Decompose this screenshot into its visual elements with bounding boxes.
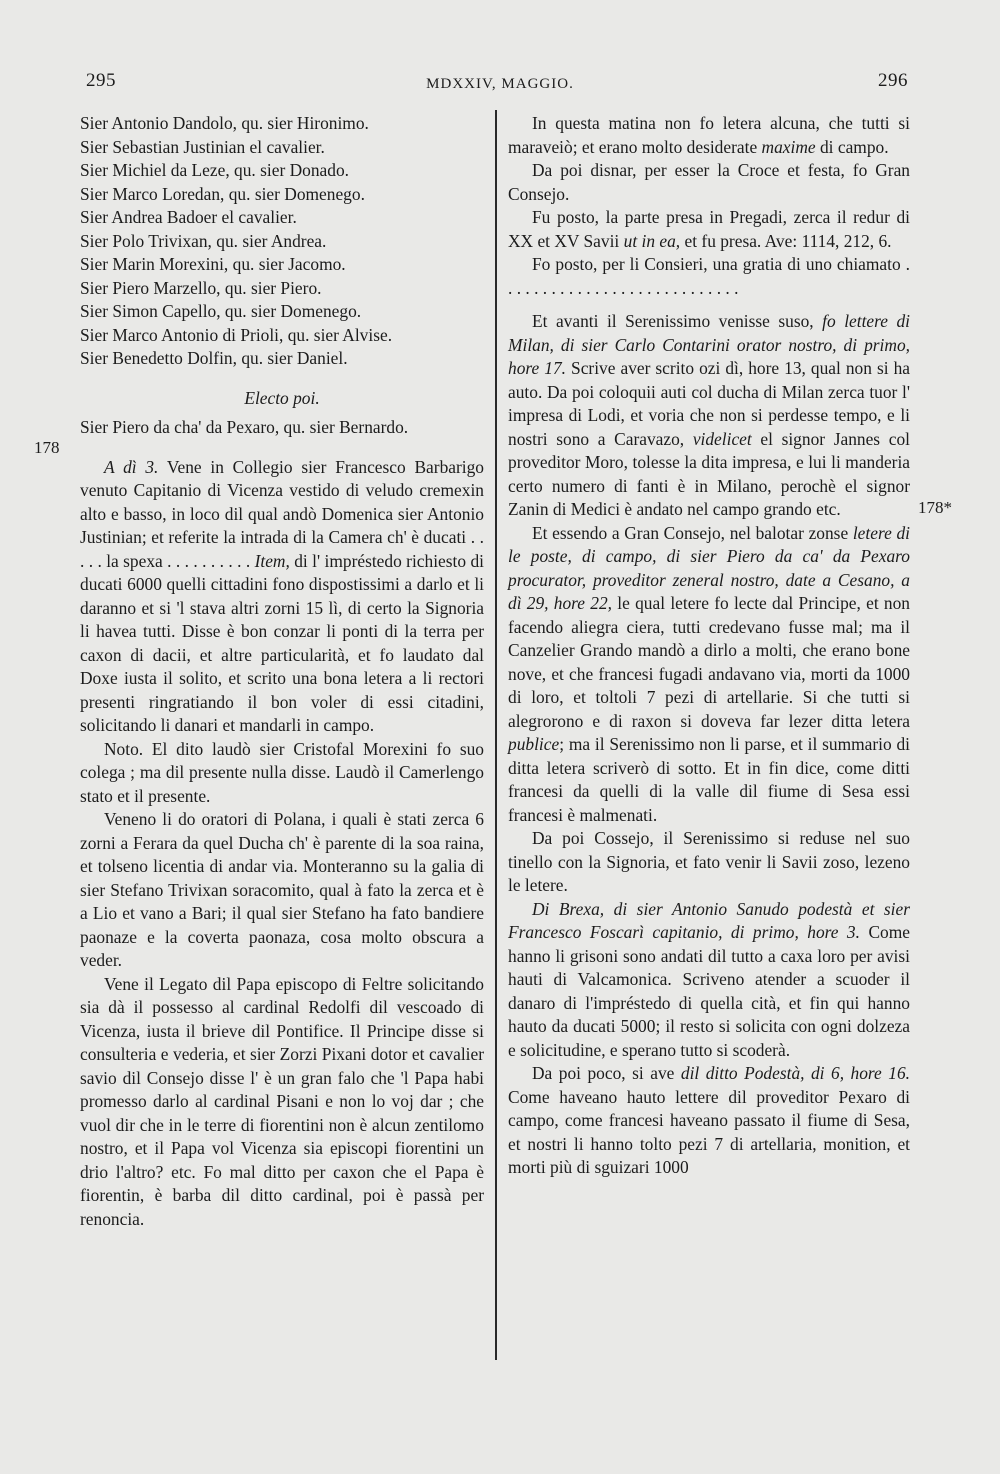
date-phrase: A dì 3.	[104, 456, 159, 477]
paragraph-text: el signor Jannes col proveditor Moro, tolesse la dita impresa, e lui li manderia certo numero di fanti è in Milano, perochè el signor Zanin di Medici è andato nel campo grando etc.	[508, 428, 910, 519]
list-item: Sier Marco Loredan, qu. sier Domenego.	[80, 183, 365, 204]
left-page-number: 295	[86, 70, 116, 91]
right-page-number: 296	[878, 70, 908, 91]
italic-phrase: letere di le poste, di campo, di sier Piero da ca' da Pexaro procurator, proveditor zeneral nostro, date a Cesano, a dì 29, hore 22,	[508, 522, 910, 613]
list-item: Sier Benedetto Dolfin, qu. sier Daniel.	[80, 348, 348, 368]
list-item: Sier Simon Capello, qu. sier Domenego.	[80, 301, 362, 321]
paragraph-text: di campo.	[819, 136, 889, 157]
paragraph-disnar: Da poi disnar, per esser la Croce et festa, fo Gran Consejo.	[508, 160, 910, 204]
right-column	[508, 112, 910, 1180]
paragraph-polana: Veneno li do oratori di Polana, i quali è stati zerca 6 zorni a Ferara da quel Ducha ch' è parente di la soa raina, et tolseno licentia di andar via. Monteranno su la galia di sier Stefano Trivixan soracomito, qual à fato la zerca et è a Lio et vano a Bari; il qual sier Stefano ha fato bandiere paonaze e la coverta paonaza, cosa molto obscura a veder.	[80, 809, 484, 970]
paragraph-text: ; ma il Serenissimo non li parse, et il summario di ditta letera scriverò di sotto. Et in fin dice, come ditti francesi da quelli di la valle dil fiume di Sesa essi francesi è malmenati.	[508, 734, 910, 825]
paragraph-text: Da poi poco, si ave	[532, 1063, 675, 1083]
paragraph-text: le qual letere fo lecte dal Principe, et non facendo aliegra ciera, tutti credevano fusse mal; ma il Canzelier Grando mandò a dirlo a molti, che erano bone nove, et che francesi fugadi andavano via, morti da 1000 di loro, et toltoli 7 pezi di artellarie. Si che tutti si alegrorono e di raxon si doveva far lezer ditta letera	[508, 593, 910, 731]
list-item: Sier Sebastian Justinian el cavalier.	[80, 136, 325, 157]
paragraph-collegio	[80, 456, 484, 738]
italic-phrase: Di Brexa, di sier Antonio Sanudo podestà et sier Francesco Foscarì capitanio, di primo, hore 3.	[508, 898, 910, 942]
paragraph-gratia: Fo posto, per li Consieri, una gratia di uno chiamato . . . . . . . . . . . . . . . . . . . . . . . . . . . .	[508, 254, 910, 298]
paragraph-text: Fu posto, la parte presa in Pregadi, zerca il redur di XX et XV Savii	[508, 207, 910, 251]
paragraph-matina	[508, 112, 910, 159]
italic-phrase: publice	[508, 734, 560, 754]
left-column	[80, 112, 484, 1231]
paragraph-text: Come hanno li grisoni sono andati dil tutto a caxa loro per avisi hauti di Valcamonica. Scriveno atender a scuoder il danaro di l'impréstedo di quella cità, et fin qui hanno hauto da ducati 5000; il resto si solicita con ogni dolzeza e solicitudine, e sperano tutto si scoderà.	[508, 922, 910, 1060]
paragraph-text: In questa matina non fo letera alcuna, che tutti si maraveiò; et erano molto desiderate	[508, 113, 910, 157]
member-list	[80, 112, 484, 371]
paragraph-text: et fu presa. Ave: 1114, 212, 6.	[684, 230, 892, 251]
list-item: Sier Antonio Dandolo, qu. sier Hironimo.	[80, 113, 369, 133]
italic-phrase: videlicet	[692, 428, 752, 449]
paragraph-legato: Vene il Legato dil Papa episcopo di Feltre solicitando sia dà il possesso al cardinal Redolfi dil vescoado di Vicenza, iusta il brieve dil Pontifice. Il Principe disse si consulteria e vederia, et sier Zorzi Pixani dotor et cavalier savio dil Consejo disse l' è un gran falo che 'l Papa habi promesso darlo al cardinal Pisani e non lo voj dar ; che vuol dir che in le terre di fiorentini non è alcun zentilomo nostro, et il Papa vol Vicenza sia episcopi fiorentini un drio l'altro? etc. Fo mal ditto per caxon che el Papa è fiorentin, è barba dil ditto cardinal, poi è passà per renoncia.	[80, 973, 484, 1229]
paragraph-text: Et avanti il Serenissimo venisse suso,	[532, 311, 814, 331]
paragraph-posto	[508, 206, 910, 253]
column-divider	[495, 110, 497, 1360]
italic-phrase: ut in ea,	[623, 230, 681, 251]
paragraph-cossejo: Da poi Cossejo, il Serenissimo si reduse nel suo tinello con la Signoria, et fato venir li Savii zoso, lezeno le letere.	[508, 828, 910, 895]
italic-phrase: fo lettere di Milan, di sier Carlo Contarini orator nostro, di primo, hore 17.	[508, 311, 910, 378]
paragraph-text: Scrive aver scrito ozi dì, hore 13, qual non si ha auto. Da poi coloquii auti col ducha di Milan zerca tuor l' impresa di Lodi, et voria che non si perdesse tempo, e li nostri sono a Caravazo,	[508, 358, 911, 449]
paragraph-brexa	[508, 898, 910, 1063]
margin-note-right: 178*	[918, 498, 952, 517]
margin-note-left: 178	[34, 438, 60, 457]
list-item: Sier Marin Morexini, qu. sier Jacomo.	[80, 254, 346, 274]
italic-phrase: maxime	[761, 136, 816, 157]
paragraph-text: Et essendo a Gran Consejo, nel balotar zonse	[532, 522, 849, 543]
list-item: Sier Polo Trivixan, qu. sier Andrea.	[80, 230, 327, 251]
list-item: Sier Michiel da Leze, qu. sier Donado.	[80, 160, 349, 180]
paragraph-consejo	[508, 522, 910, 828]
paragraph-text: Come haveano hauto lettere dil proveditor Pexaro di campo, come francesi haveano passato il fiume di Sesa, et nostri li hanno tolto pezi 7 di artellaria, monition, et morti più di sguizari 1000	[508, 1086, 910, 1177]
electo-heading: Electo poi.	[244, 387, 320, 408]
paragraph-podesta	[508, 1062, 910, 1180]
item-word: Item,	[254, 550, 290, 571]
list-item: Sier Piero Marzello, qu. sier Piero.	[80, 277, 322, 298]
electo-line: Sier Piero da cha' da Pexaro, qu. sier Bernardo.	[80, 417, 409, 437]
list-item: Sier Andrea Badoer el cavalier.	[80, 207, 297, 227]
paragraph-text: Vene in Collegio sier Francesco Barbarigo venuto Capitanio di Vicenza vestido di veludo cremexin alto e basso, in loco dil qual andò Domenica sier Antonio Justinian; et referite la intrada di la Camera ch' è ducati . . . . . la spexa . . . . . . . . . .	[80, 456, 484, 571]
list-item: Sier Marco Antonio di Prioli, qu. sier Alvise.	[80, 324, 393, 345]
running-header-title: MDXXIV, MAGGIO.	[426, 76, 574, 92]
paragraph-noto: Noto. El dito laudò sier Cristofal Morexini fo suo colega ; ma dil presente nulla disse. Laudò il Camerlengo stato et il presente.	[80, 738, 484, 806]
italic-phrase: dil ditto Podestà, di 6, hore 16.	[680, 1063, 910, 1083]
paragraph-milan	[508, 310, 910, 522]
paragraph-text: di l' impréstedo richiesto di ducati 6000 quelli cittadini fono dispostissimi a darlo et li daranno et si 'l stava altri zorni 15 lì, di certo la Signoria li havea tutti. Disse è bon conzar li ponti di la terra per caxon di dacii, et altre particularità, et fo laudato dal Doxe iusta il solito, et scrito una bona letera a li rectori presenti ringratiando il bon voler di essi citadini, solicitando li danari et mandarli in campo.	[80, 550, 484, 735]
